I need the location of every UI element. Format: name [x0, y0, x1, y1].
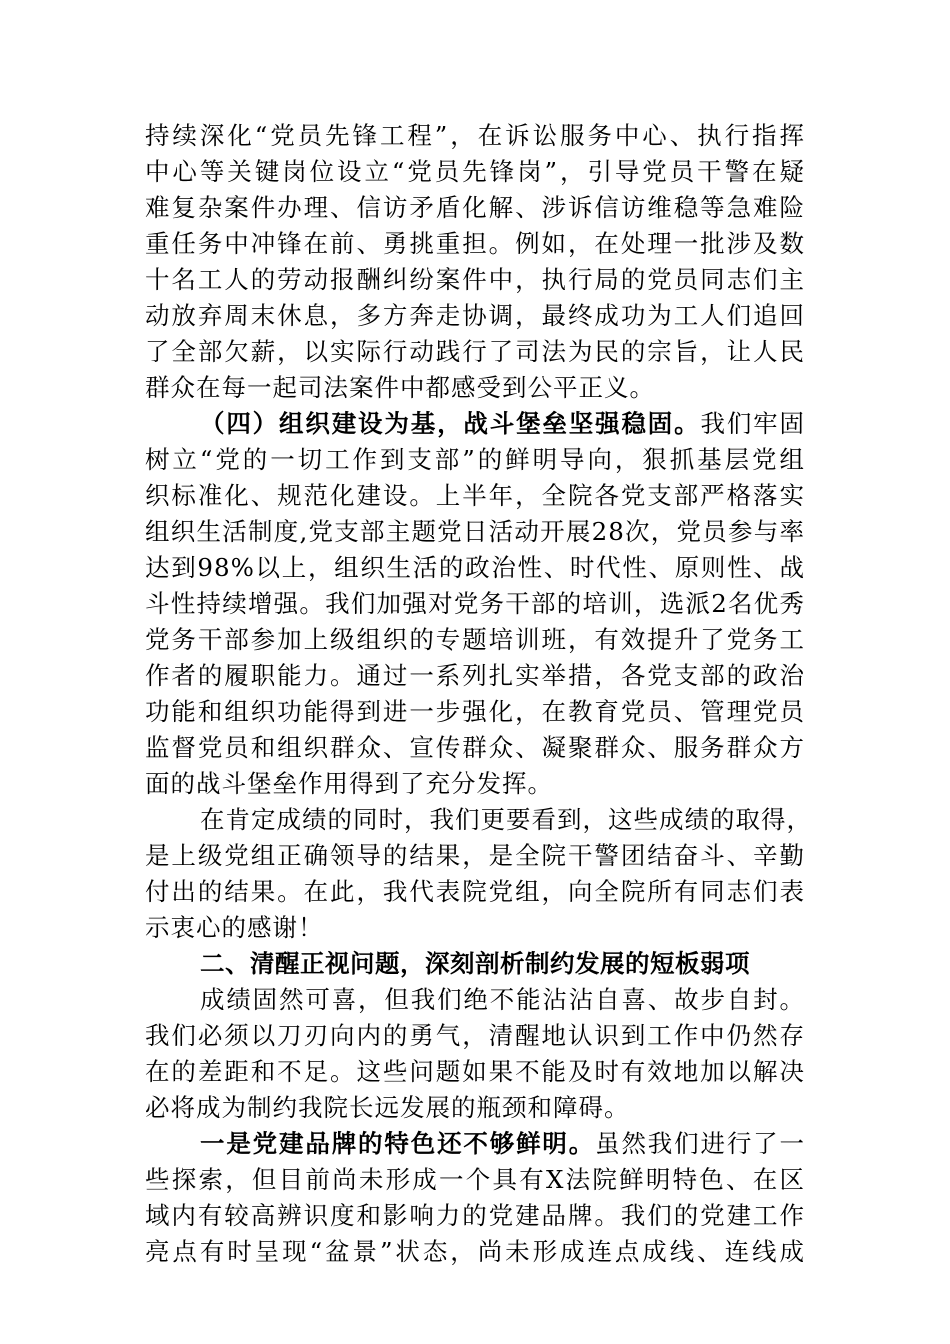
text-line: 达到98%以上，组织生活的政治性、时代性、原则性、战 — [145, 553, 805, 582]
section-four-heading: （四）组织建设为基，战斗堡垒坚强稳固。 — [200, 409, 701, 438]
text-line: 作者的履职能力。通过一系列扎实举措，各党支部的政治 — [145, 661, 805, 690]
text-line: 监督党员和组织群众、宣传群众、凝聚群众、服务群众方 — [145, 733, 805, 762]
text-line: 持续深化“党员先锋工程”，在诉讼服务中心、执行指挥 — [145, 121, 805, 150]
text-line: 组织生活制度,党支部主题党日活动开展28次，党员参与率 — [145, 517, 805, 546]
text-line: 党务干部参加上级组织的专题培训班，有效提升了党务工 — [145, 625, 805, 654]
text-line: 付出的结果。在此，我代表院党组，向全院所有同志们表 — [145, 877, 805, 906]
text-line: 在的差距和不足。这些问题如果不能及时有效地加以解决 — [145, 1057, 805, 1086]
text-line: 难复杂案件办理、信访矛盾化解、涉诉信访维稳等急难险 — [145, 193, 805, 222]
text-line: 了全部欠薪，以实际行动践行了司法为民的宗旨，让人民 — [145, 337, 805, 366]
text-line: 示衷心的感谢！ — [145, 913, 324, 942]
point-one-heading: 一是党建品牌的特色还不够鲜明。 — [200, 1129, 596, 1158]
text-line: 成绩固然可喜，但我们绝不能沾沾自喜、故步自封。 — [200, 985, 805, 1014]
text-line: 面的战斗堡垒作用得到了充分发挥。 — [145, 769, 553, 798]
section-four-text: 我们牢固 — [700, 409, 806, 438]
section-two-heading: 二、清醒正视问题，深刻剖析制约发展的短板弱项 — [200, 949, 750, 978]
text-line: 重任务中冲锋在前、勇挑重担。例如，在处理一批涉及数 — [145, 229, 805, 258]
text-line: 在肯定成绩的同时，我们更要看到，这些成绩的取得， — [200, 805, 812, 834]
text-line: 动放弃周末休息，多方奔走协调，最终成功为工人们追回 — [145, 301, 805, 330]
text-line: 亮点有时呈现“盆景”状态，尚未形成连点成线、连线成 — [145, 1237, 805, 1266]
text-line: 织标准化、规范化建设。上半年，全院各党支部严格落实 — [145, 481, 805, 510]
text-line: 我们必须以刀刃向内的勇气，清醒地认识到工作中仍然存 — [145, 1021, 805, 1050]
text-line: 域内有较高辨识度和影响力的党建品牌。我们的党建工作 — [145, 1201, 805, 1230]
section-four-lead-line — [200, 405, 805, 443]
text-line: 十名工人的劳动报酬纠纷案件中，执行局的党员同志们主 — [145, 265, 805, 294]
point-one-lead-line — [200, 1125, 805, 1163]
text-line: 必将成为制约我院长远发展的瓶颈和障碍。 — [145, 1093, 630, 1122]
text-line: 是上级党组正确领导的结果，是全院干警团结奋斗、辛勤 — [145, 841, 805, 870]
point-one-text: 虽然我们进行了一 — [595, 1129, 806, 1158]
text-line: 树立“党的一切工作到支部”的鲜明导向，狠抓基层党组 — [145, 445, 805, 474]
text-line: 些探索，但目前尚未形成一个具有X法院鲜明特色、在区 — [145, 1165, 805, 1194]
text-line: 群众在每一起司法案件中都感受到公平正义。 — [145, 373, 655, 402]
text-line: 中心等关键岗位设立“党员先锋岗”，引导党员干警在疑 — [145, 157, 805, 186]
text-line: 斗性持续增强。我们加强对党务干部的培训，选派2名优秀 — [145, 589, 805, 618]
text-line: 功能和组织功能得到进一步强化，在教育党员、管理党员 — [145, 697, 805, 726]
